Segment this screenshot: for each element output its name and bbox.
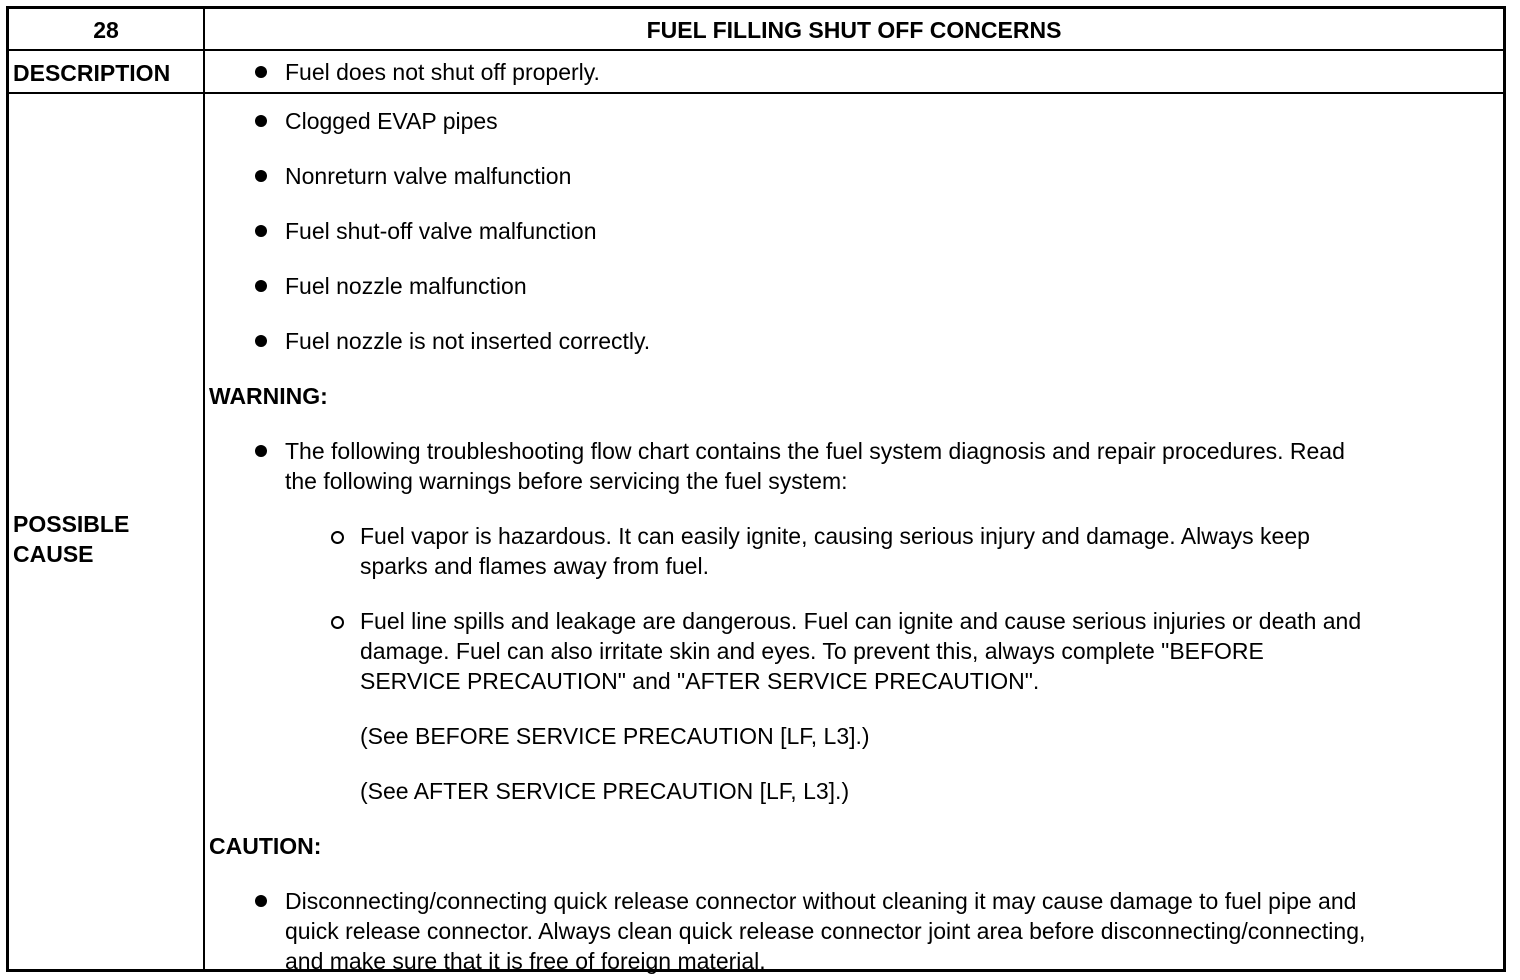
- bullet-icon: [255, 895, 267, 907]
- bullet-icon: [255, 170, 267, 182]
- sub-bullet-icon: [331, 616, 344, 629]
- cause-item: Fuel nozzle is not inserted correctly.: [285, 328, 651, 354]
- diagnostic-table: [6, 6, 1506, 972]
- possible-cause-label-line1: POSSIBLE: [13, 511, 130, 537]
- bullet-icon: [255, 115, 267, 127]
- symptom-title: FUEL FILLING SHUT OFF CONCERNS: [646, 17, 1062, 43]
- warning-heading: WARNING:: [209, 383, 328, 409]
- description-row: [9, 51, 1503, 94]
- caution-line2: quick release connector. Always clean quick release connector joint area before disconnecting/connecting,: [285, 918, 1366, 944]
- bullet-icon: [255, 66, 267, 78]
- warning-sub2-line2: damage. Fuel can also irritate skin and eyes. To prevent this, always complete "BEFORE: [360, 638, 1264, 664]
- bullet-icon: [255, 335, 267, 347]
- see-before-service-link[interactable]: (See BEFORE SERVICE PRECAUTION [LF, L3].): [360, 723, 870, 749]
- symptom-number: 28: [93, 17, 119, 43]
- possible-cause-label-line2: CAUSE: [13, 541, 94, 567]
- warning-bullet-line1: The following troubleshooting flow chart contains the fuel system diagnosis and repair procedures. Read: [285, 438, 1345, 464]
- header-title-cell: [205, 9, 1503, 49]
- description-label: DESCRIPTION: [13, 60, 171, 86]
- see-after-service-link[interactable]: (See AFTER SERVICE PRECAUTION [LF, L3].): [360, 778, 850, 804]
- warning-sub2-line1: Fuel line spills and leakage are dangerous. Fuel can ignite and cause serious injuries or death and: [360, 608, 1362, 634]
- table-header-row: [9, 9, 1503, 51]
- bullet-icon: [255, 225, 267, 237]
- caution-line1: Disconnecting/connecting quick release connector without cleaning it may cause damage to fuel pipe and: [285, 888, 1357, 914]
- possible-cause-row: [9, 94, 1503, 974]
- possible-cause-content-cell: [205, 94, 1503, 974]
- description-item: Fuel does not shut off properly.: [285, 59, 600, 85]
- description-content-cell: [205, 51, 1503, 92]
- cause-item: Nonreturn valve malfunction: [285, 163, 572, 189]
- possible-cause-label: [13, 509, 129, 569]
- description-label-cell: [9, 51, 205, 92]
- cause-item: Clogged EVAP pipes: [285, 108, 498, 134]
- warning-bullet-line2: the following warnings before servicing the fuel system:: [285, 468, 848, 494]
- cause-item: Fuel shut-off valve malfunction: [285, 218, 597, 244]
- warning-sub1-line2: sparks and flames away from fuel.: [360, 553, 709, 579]
- sub-bullet-icon: [331, 531, 344, 544]
- cause-item: Fuel nozzle malfunction: [285, 273, 527, 299]
- possible-cause-label-cell: [9, 94, 205, 969]
- header-number-cell: [9, 9, 205, 49]
- warning-sub1-line1: Fuel vapor is hazardous. It can easily ignite, causing serious injury and damage. Always keep: [360, 523, 1310, 549]
- caution-line3: and make sure that it is free of foreign material.: [285, 948, 766, 974]
- bullet-icon: [255, 445, 267, 457]
- bullet-icon: [255, 280, 267, 292]
- warning-sub2-line3: SERVICE PRECAUTION" and "AFTER SERVICE PRECAUTION".: [360, 668, 1040, 694]
- caution-heading: CAUTION:: [209, 833, 322, 859]
